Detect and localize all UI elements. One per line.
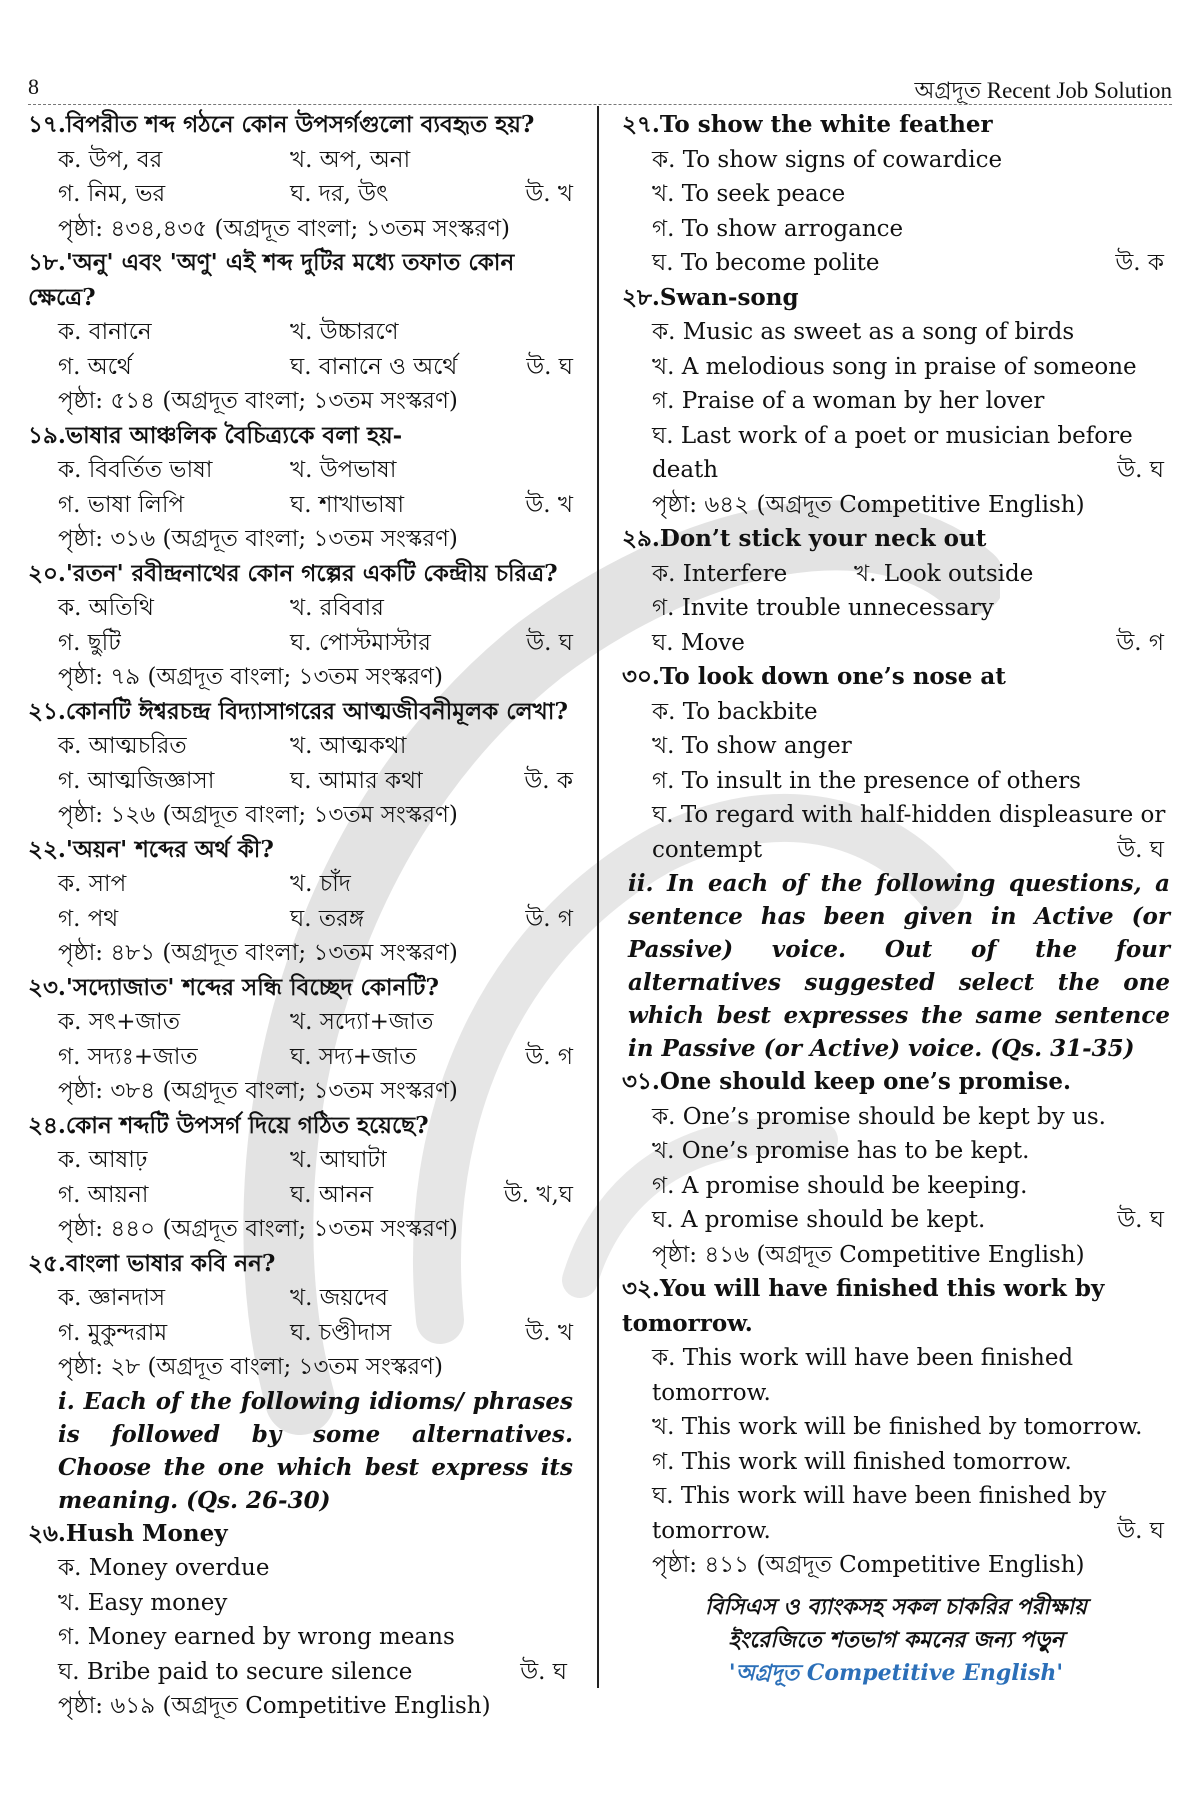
page-reference: পৃষ্ঠা: ২৮ (অগ্রদূত বাংলা; ১৩তম সংস্করণ) [58, 1354, 443, 1380]
option-ka: ক. Music as sweet as a song of birds [652, 319, 1075, 345]
option-ka: ক. আত্মচরিত [58, 733, 187, 759]
question-block [28, 557, 573, 695]
option-ka: ক. বিবর্তিত ভাষা [58, 457, 213, 483]
page-reference: পৃষ্ঠা: ৫১৪ (অগ্রদূত বাংলা; ১৩তম সংস্করণ) [58, 388, 458, 414]
question-block [28, 246, 573, 419]
option-ka: ক. অতিথি [58, 595, 154, 621]
question-text: ২৫.বাংলা ভাষার কবি নন? [28, 1249, 276, 1277]
promo-book-title: 'অগ্রদূত Competitive English' [728, 1659, 1064, 1686]
option-kha: খ. One’s promise has to be kept. [652, 1138, 1030, 1164]
option-ga: গ. This work will finished tomorrow. [652, 1448, 1072, 1475]
option-ka: ক. One’s promise should be kept by us. [652, 1103, 1106, 1130]
answer-label: উ. ঘ [526, 353, 573, 380]
question-block [28, 1247, 573, 1385]
option-row [28, 315, 573, 350]
question-text: ২৪.কোন শব্দটি উপসর্গ দিয়ে গঠিত হয়েছে? [28, 1111, 429, 1139]
page-reference: পৃষ্ঠা: ৬৪২ (অগ্রদূত Competitive English) [652, 491, 1085, 518]
answer-label: উ. ঘ [1117, 1517, 1164, 1544]
option-gha: ঘ. আনন [290, 1181, 374, 1208]
question-text: ২৭.To show the white feather [622, 111, 993, 138]
option-ga: গ. Money earned by wrong means [58, 1624, 455, 1650]
promo-line: বিসিএস ও ব্যাংকসহ সকল চাকরির পরীক্ষায় [704, 1593, 1088, 1620]
option-gha: ঘ. চণ্ডীদাস [290, 1319, 392, 1346]
page-reference: পৃষ্ঠা: ৬১৯ (অগ্রদূত Competitive English) [58, 1693, 491, 1719]
promo-line: ইংরেজিতে শতভাগ কমনের জন্য পড়ুন [728, 1626, 1064, 1653]
option-ga: গ. আত্মজিজ্ঞাসা [58, 767, 215, 794]
option-gha: ঘ. পোস্টমাস্টার [290, 629, 431, 656]
option-ga: গ. To show arrogance [652, 215, 904, 242]
option-ga: গ. পথ [58, 905, 119, 932]
option-ka: ক. আষাঢ় [58, 1147, 148, 1173]
option-gha [622, 1479, 1170, 1548]
option-gha [622, 1203, 1170, 1238]
option-row [28, 350, 573, 385]
option-row [28, 1178, 573, 1213]
answer-label: উ. ক [524, 767, 573, 794]
question-block [622, 281, 1170, 523]
option-kha: খ. উচ্চারণে [290, 319, 399, 345]
option-kha: খ. আঘাটা [290, 1147, 387, 1173]
option-text: ঘ. To become polite [652, 250, 880, 276]
page-reference: পৃষ্ঠা: ৩৮৪ (অগ্রদূত বাংলা; ১৩তম সংস্করণ) [58, 1078, 458, 1104]
question-text: ১৭.বিপরীত শব্দ গঠনে কোন উপসর্গগুলো ব্যবহৃত হয়? [28, 111, 535, 138]
answer-label: উ. ঘ [1117, 457, 1164, 483]
option-kha: খ. চাঁদ [290, 871, 351, 897]
option-gha [622, 246, 1170, 281]
question-text: ২১.কোনটি ঈশ্বরচন্দ্র বিদ্যাসাগরের আত্মজীবনীমূলক লেখা? [28, 697, 568, 725]
question-text: ১৮.'অনু' এবং 'অণু' এই শব্দ দুটির মধ্যে তফাত কোন ক্ষেত্রে? [28, 249, 515, 311]
option-ga: গ. ভাষা লিপি [58, 491, 185, 518]
option-gha: ঘ. সদ্য+জাত [290, 1043, 417, 1070]
option-ka: ক. Money overdue [58, 1555, 270, 1581]
page-header [28, 70, 1172, 105]
option-ga: গ. অর্থে [58, 353, 132, 380]
question-text: ২৩.'সদ্যোজাত' শব্দের সন্ধি বিচ্ছেদ কোনটি? [28, 973, 439, 1001]
option-ka: ক. উপ, বর [58, 146, 163, 173]
option-ga: গ. ছুটি [58, 629, 121, 656]
question-text: ২৮.Swan-song [622, 283, 799, 311]
option-kha: খ. To show anger [652, 733, 852, 759]
option-row [28, 1281, 573, 1316]
option-gha: ঘ. আমার কথা [290, 767, 423, 794]
question-block [28, 108, 573, 246]
page-reference: পৃষ্ঠা: ৪১৬ (অগ্রদূত Competitive English) [652, 1241, 1085, 1268]
question-block [28, 1109, 573, 1247]
option-text: ঘ. A promise should be kept. [652, 1207, 986, 1233]
option-gha [28, 1655, 573, 1690]
option-text: ঘ. This work will have been finished by tomorrow. [652, 1483, 1107, 1544]
question-block [622, 522, 1170, 660]
section-instruction: ii. In each of the following questions, a sentence has been given in Active (or Passive) voice. Out of the four alternatives suggested select the one which best expresses the same sentence in Passive (or Active) voice. (Qs. 31-35) [628, 870, 1170, 1062]
option-kha: খ. আত্মকথা [290, 733, 407, 759]
question-block [28, 1517, 573, 1724]
answer-label: উ. ঘ [1117, 836, 1164, 863]
option-ka: ক. To backbite [652, 698, 818, 725]
question-block [622, 1065, 1170, 1272]
option-ga: গ. আয়না [58, 1181, 149, 1208]
answer-label: উ. খ,ঘ [503, 1181, 573, 1208]
option-kha: খ. This work will be finished by tomorrow. [652, 1414, 1143, 1440]
page-reference: পৃষ্ঠা: ৩১৬ (অগ্রদূত বাংলা; ১৩তম সংস্করণ) [58, 526, 458, 552]
option-ga: গ. A promise should be keeping. [652, 1172, 1028, 1199]
option-text: ঘ. Last work of a poet or musician before death [652, 422, 1133, 483]
answer-label: উ. গ [1116, 629, 1164, 656]
option-kha: খ. রবিবার [290, 595, 384, 621]
page-reference: পৃষ্ঠা: ১২৬ (অগ্রদূত বাংলা; ১৩তম সংস্করণ) [58, 802, 458, 828]
option-kha: খ. জয়দেব [290, 1285, 388, 1311]
option-ga: গ. To insult in the presence of others [652, 767, 1081, 794]
answer-label: উ. খ [525, 181, 573, 207]
question-text: ৩১.One should keep one’s promise. [622, 1068, 1072, 1095]
option-ka: ক. To show signs of cowardice [652, 146, 1003, 173]
page-number: 8 [28, 74, 39, 99]
option-row [28, 1040, 573, 1075]
option-kha: খ. সদ্যো+জাত [290, 1009, 434, 1035]
option-row [28, 1143, 573, 1178]
option-row [28, 1316, 573, 1351]
answer-label: উ. ঘ [520, 1658, 567, 1685]
page-reference: পৃষ্ঠা: ৪৮১ (অগ্রদূত বাংলা; ১৩তম সংস্করণ) [58, 940, 458, 966]
answer-label: উ. ঘ [526, 629, 573, 656]
page-reference: পৃষ্ঠা: ৪৪০ (অগ্রদূত বাংলা; ১৩তম সংস্করণ) [58, 1216, 458, 1242]
option-kha: খ. উপভাষা [290, 457, 397, 483]
option-ga: গ. Praise of a woman by her lover [652, 388, 1045, 414]
option-kha: খ. A melodious song in praise of someone [652, 353, 1137, 380]
question-block [28, 833, 573, 971]
option-ka: ক. সাপ [58, 871, 127, 897]
option-kha: খ. অপ, অনা [290, 146, 411, 173]
option-ga: গ. সদ্যঃ+জাত [58, 1043, 198, 1070]
option-row [28, 488, 573, 523]
option-gha [622, 798, 1170, 867]
question-block [28, 971, 573, 1109]
section-instruction: i. Each of the following idioms/ phrases is followed by some alternatives. Choose the one which best express its meaning. (Qs. 26-30) [58, 1387, 573, 1514]
option-kha: খ. To seek peace [652, 181, 846, 207]
option-row [28, 626, 573, 661]
question-text: ৩২.You will have finished this work by tomorrow. [622, 1275, 1105, 1337]
page-reference: পৃষ্ঠা: ৪১১ (অগ্রদূত Competitive English) [652, 1552, 1085, 1578]
question-text: ৩০.To look down one’s nose at [622, 663, 1006, 690]
option-row [28, 591, 573, 626]
answer-label: উ. ক [1115, 250, 1164, 276]
option-gha [622, 419, 1170, 488]
question-block [28, 419, 573, 557]
question-block [622, 108, 1170, 281]
question-block [622, 660, 1170, 867]
option-ga: গ. Invite trouble unnecessary [652, 595, 994, 621]
answer-label: উ. খ [525, 1319, 573, 1346]
promo-box [622, 1591, 1170, 1690]
question-text: ২৬.Hush Money [28, 1519, 228, 1547]
answer-label: উ. খ [525, 491, 573, 518]
answer-label: উ. গ [525, 1043, 573, 1070]
question-text: ২০.'রতন' রবীন্দ্রনাথের কোন গল্পের একটি কেন্দ্রীয় চরিত্র? [28, 559, 558, 587]
question-block [28, 695, 573, 833]
option-row [28, 902, 573, 937]
answer-label: উ. গ [525, 905, 573, 932]
option-ka: ক. জ্ঞানদাস [58, 1285, 166, 1311]
option-kha: খ. Look outside [854, 560, 1034, 587]
option-ka: ক. Interfere [652, 560, 788, 587]
question-text: ২২.'অয়ন' শব্দের অর্থ কী? [28, 835, 274, 863]
option-gha: ঘ. বানানে ও অর্থে [290, 353, 458, 380]
page-reference: পৃষ্ঠা: ৪৩৪,৪৩৫ (অগ্রদূত বাংলা; ১৩তম সংস্করণ) [58, 215, 510, 242]
option-ka: ক. This work will have been finished tomorrow. [652, 1345, 1074, 1406]
option-gha: ঘ. তরঙ্গ [290, 905, 364, 932]
option-row [28, 867, 573, 902]
option-kha: খ. Easy money [58, 1589, 228, 1616]
option-row [28, 1005, 573, 1040]
option-ka: ক. বানানে [58, 319, 152, 345]
option-row [28, 143, 573, 178]
page-reference: পৃষ্ঠা: ৭৯ (অগ্রদূত বাংলা; ১৩তম সংস্করণ) [58, 664, 443, 690]
option-row [28, 177, 573, 212]
option-gha: ঘ. শাখাভাষা [290, 491, 405, 518]
option-row [622, 557, 1170, 592]
option-row [28, 453, 573, 488]
running-title: অগ্রদূত Recent Job Solution [914, 78, 1172, 103]
option-gha: ঘ. দর, উৎ [290, 181, 389, 207]
option-ka: ক. সৎ+জাত [58, 1009, 180, 1035]
option-text: ঘ. Bribe paid to secure silence [58, 1658, 413, 1685]
question-text: ১৯.ভাষার আঞ্চলিক বৈচিত্র্যকে বলা হয়- [28, 421, 403, 449]
question-block [622, 1272, 1170, 1583]
option-ga: গ. নিম, ভর [58, 181, 166, 207]
option-ga: গ. মুকুন্দরাম [58, 1319, 168, 1346]
option-row [28, 729, 573, 764]
question-text: ২৯.Don’t stick your neck out [622, 525, 987, 552]
right-column [622, 108, 1170, 1690]
option-text: ঘ. Move [652, 629, 745, 656]
option-text: ঘ. To regard with half-hidden displeasure or contempt [652, 802, 1166, 863]
left-column [28, 108, 573, 1724]
option-gha [622, 626, 1170, 661]
column-divider [597, 106, 599, 1688]
option-row [28, 764, 573, 799]
answer-label: উ. ঘ [1117, 1207, 1164, 1233]
